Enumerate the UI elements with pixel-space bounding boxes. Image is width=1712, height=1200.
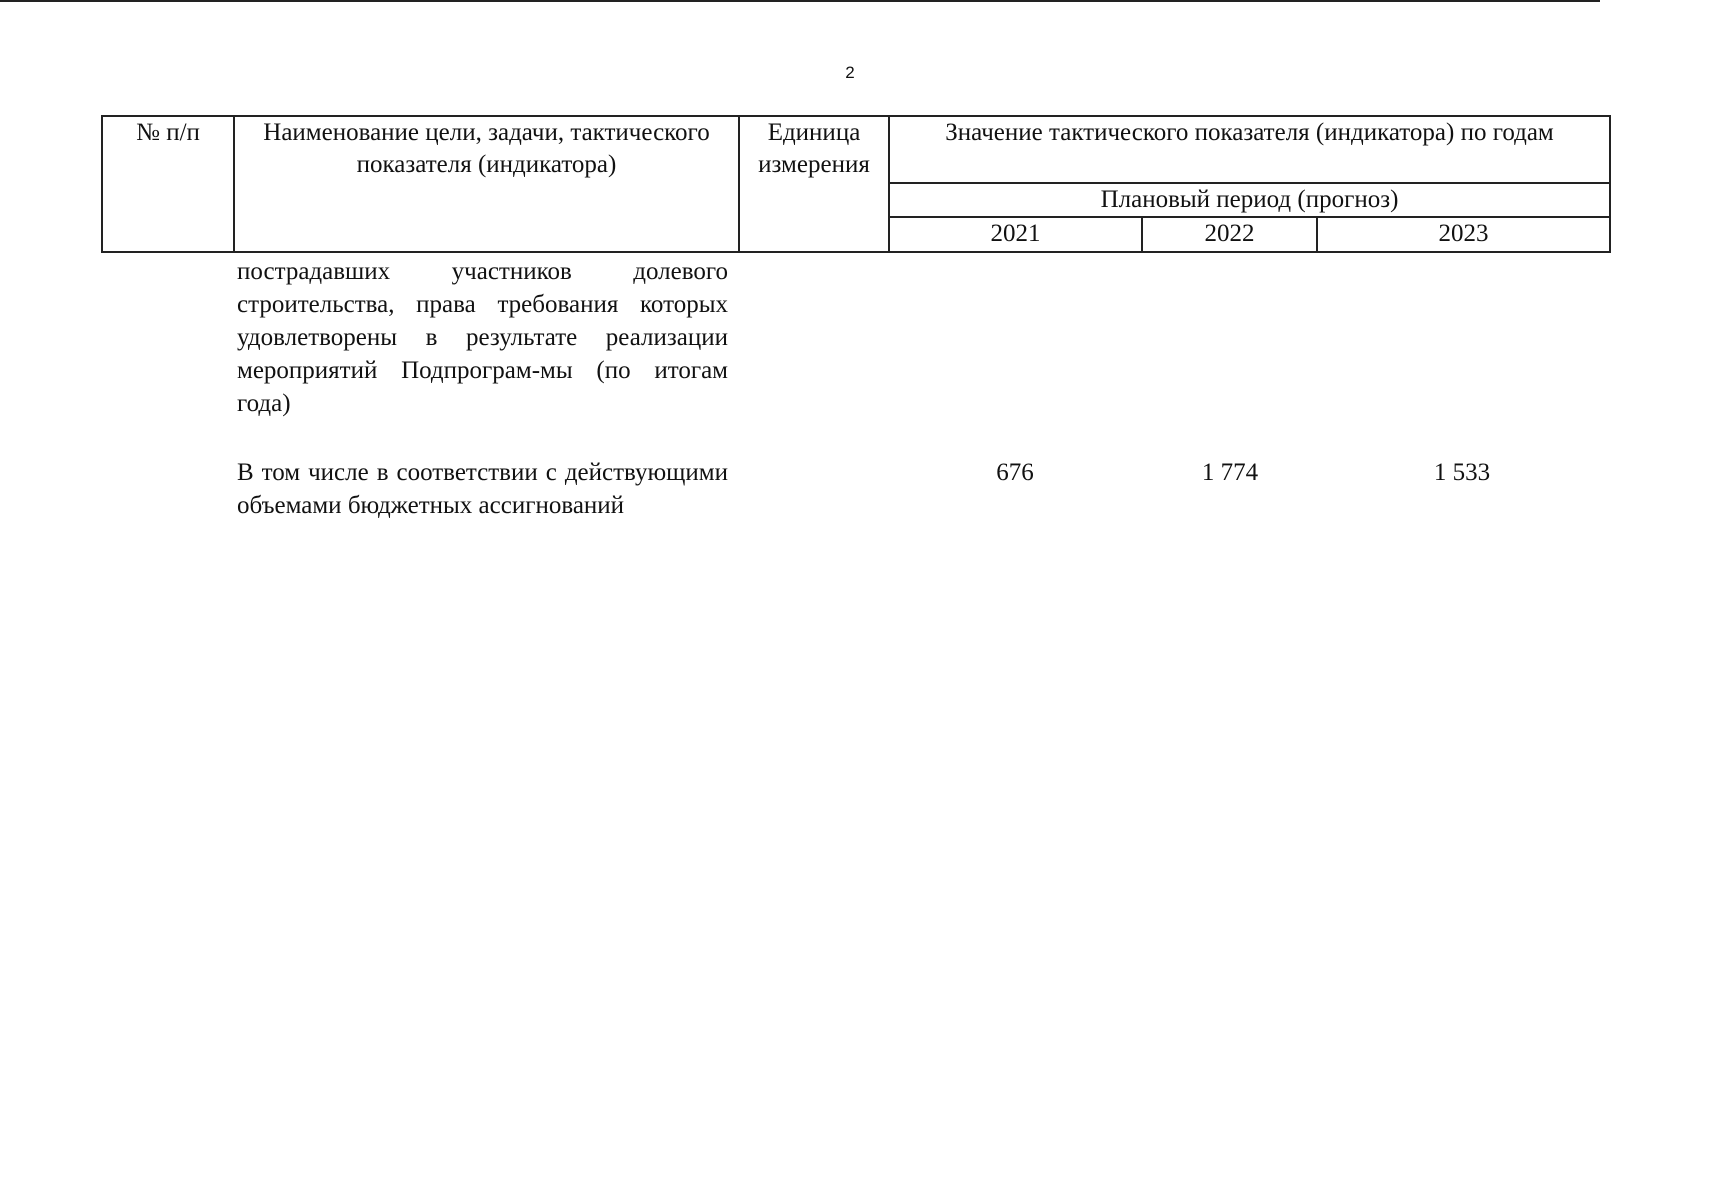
page-number: 2 [845,63,855,82]
row-text-budget: В том числе в соответствии с действующими объемами бюджетных ассигнований [237,459,728,519]
header-cell-unit: Единица измерения [739,116,889,252]
header-cell-number: № п/п [102,116,234,252]
header-cell-year-2021: 2021 [889,217,1142,252]
row-text-continuation: пострадавших участников долевого строительства, права требования которых удовлетворены в результате реализации мероприятий Подпрограм-мы (по итогам года) [237,258,728,417]
header-cell-planned-period: Плановый период (прогноз) [889,183,1610,218]
header-cell-values-title: Значение тактического показателя (индикатора) по годам [889,116,1610,183]
header-cell-year-2023: 2023 [1317,217,1610,252]
value-2022: 1 774 [1201,459,1259,486]
header-cell-year-2022: 2022 [1142,217,1317,252]
top-border-line [0,0,1600,2]
value-2023: 1 533 [1433,459,1491,486]
value-2021: 676 [996,459,1034,486]
header-cell-name: Наименование цели, задачи, тактического показателя (индикатора) [234,116,739,252]
indicator-table-header [101,115,1611,253]
